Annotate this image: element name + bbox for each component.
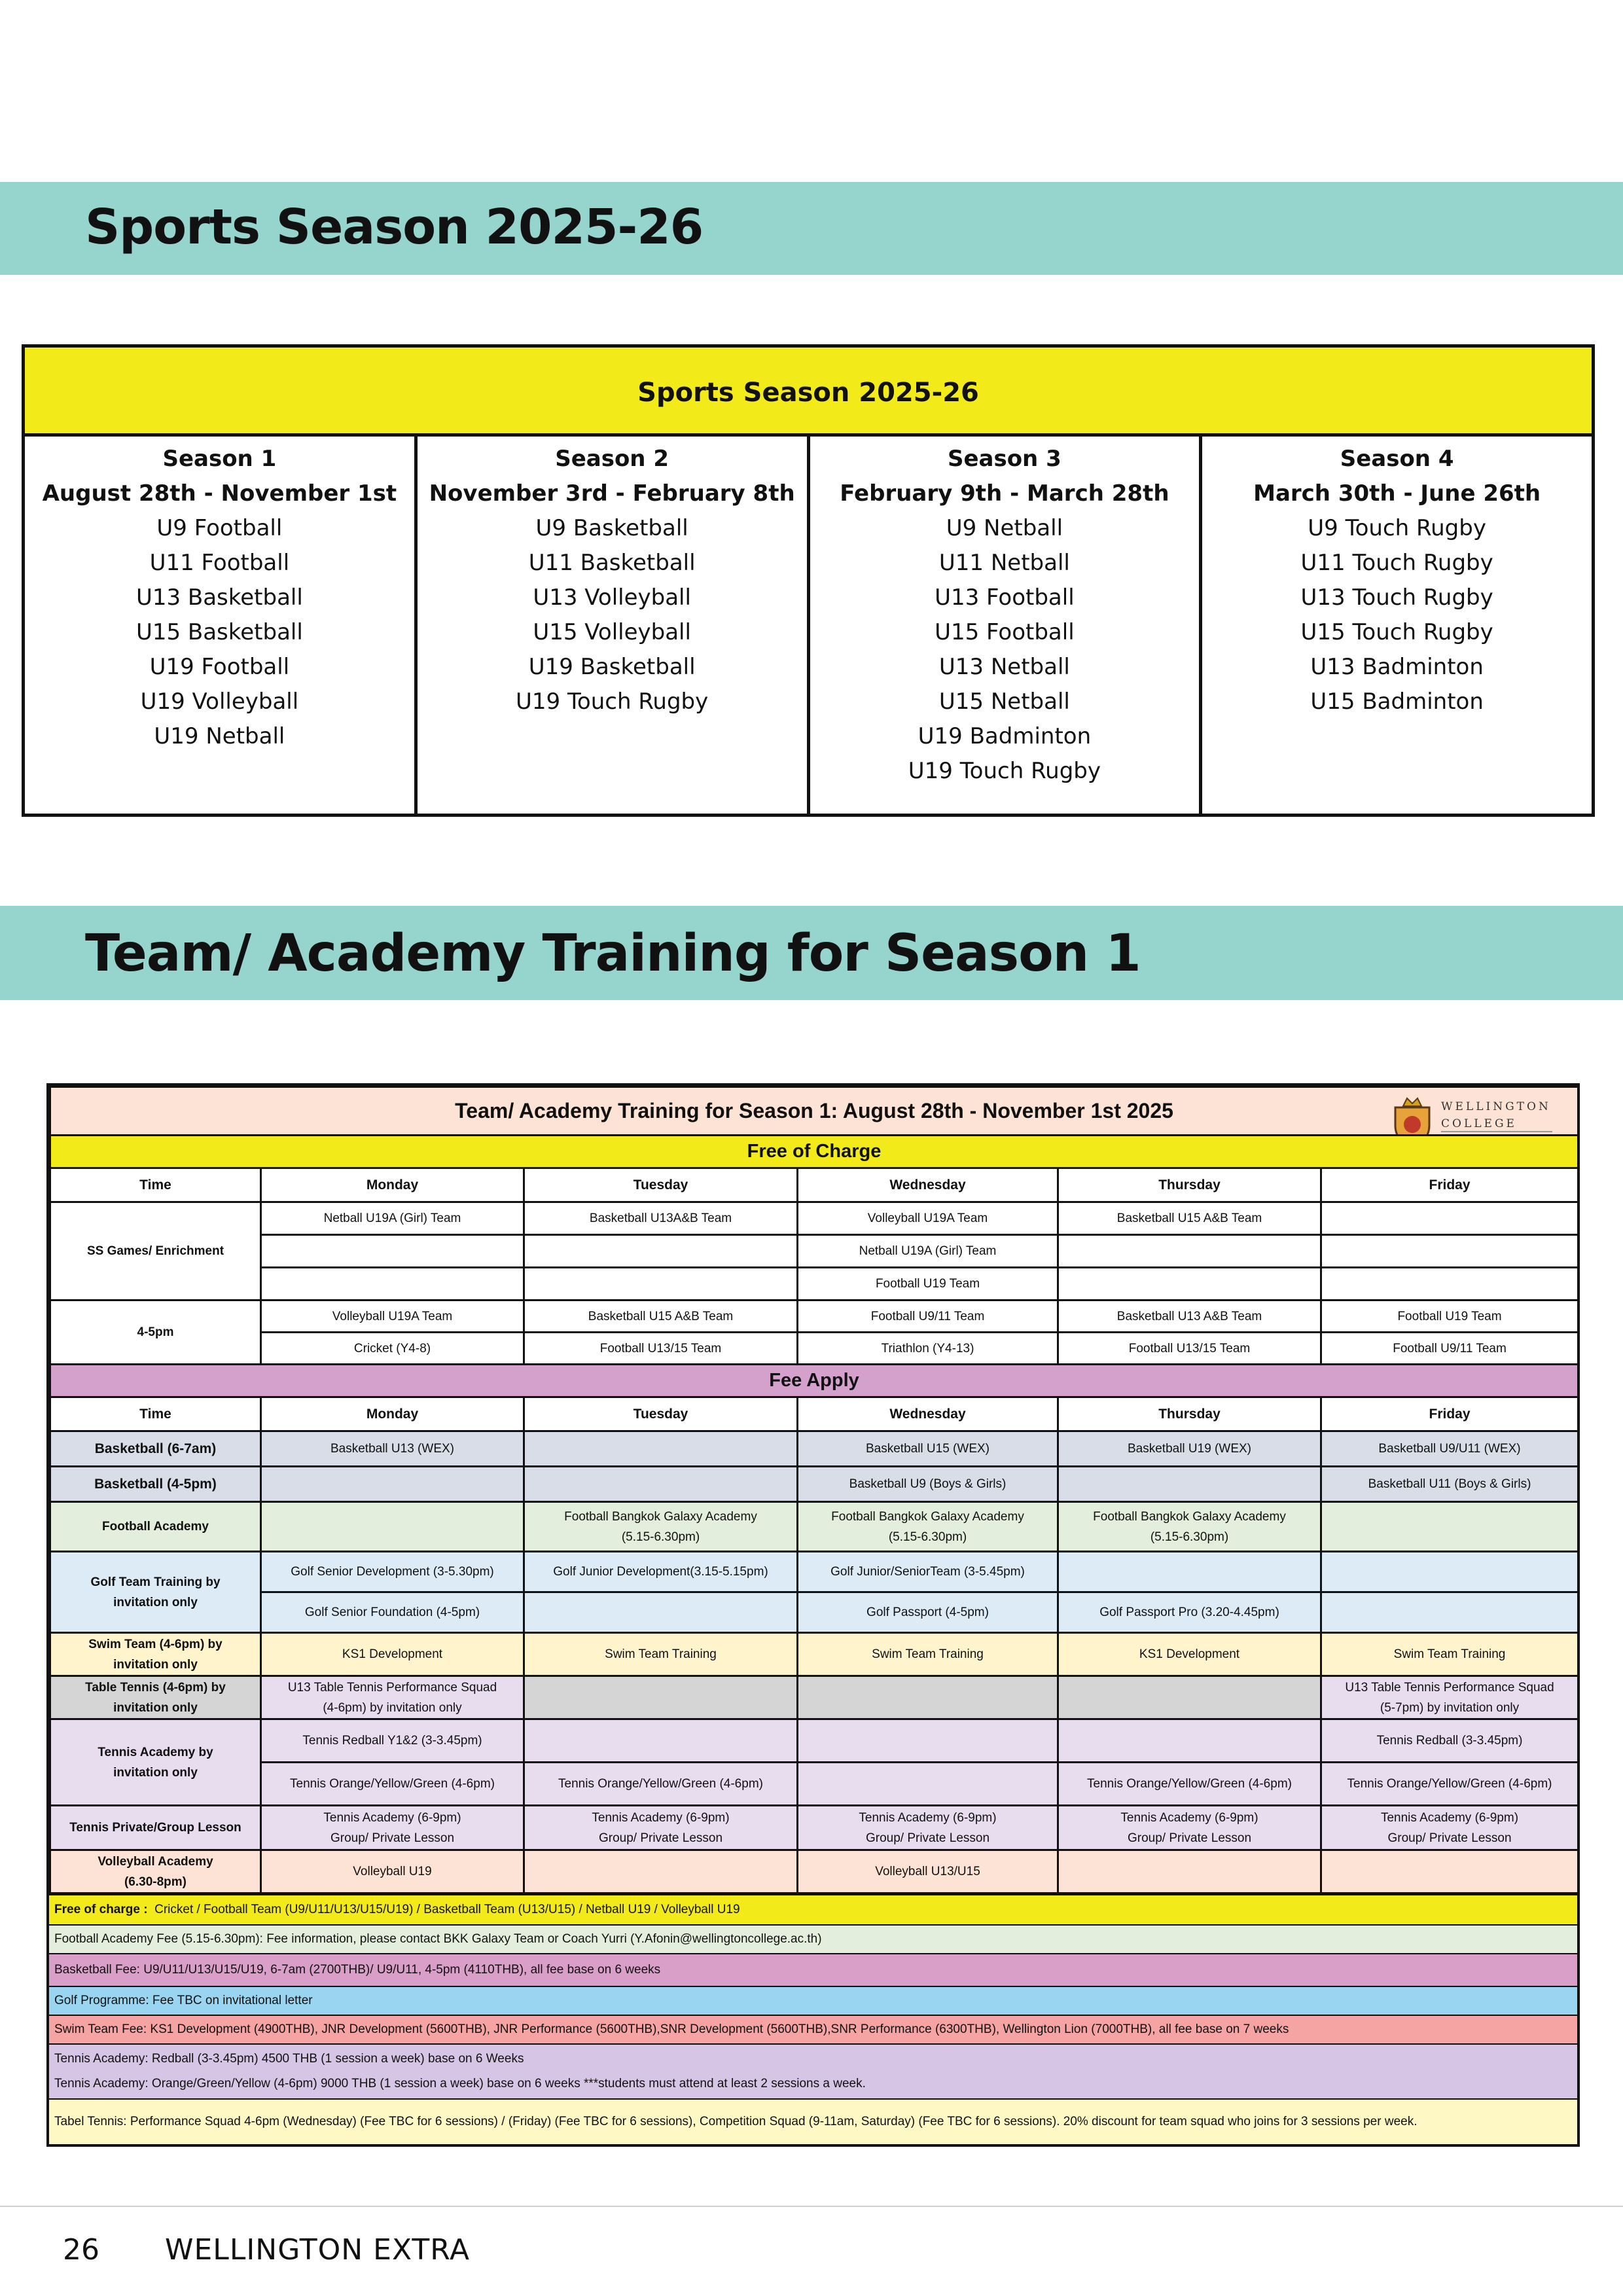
table-cell: Golf Passport (4-5pm) xyxy=(798,1592,1058,1633)
table-cell: Golf Junior/SeniorTeam (3-5.45pm) xyxy=(798,1552,1058,1592)
table-cell: Football U19 Team xyxy=(1321,1300,1578,1333)
table-cell xyxy=(261,1502,524,1552)
table-cell: Golf Senior Foundation (4-5pm) xyxy=(261,1592,524,1633)
table-cell: Basketball U15 A&B Team xyxy=(524,1300,798,1333)
season-sport: U9 Football xyxy=(156,515,283,541)
wellington-college-logo xyxy=(1391,1093,1555,1136)
table-row xyxy=(50,1467,1578,1502)
note-football: Football Academy Fee (5.15-6.30pm): Fee information, please contact BKK Galaxy Team or Coach Yurri (Y.Afonin@wellingtoncollege.ac.th) xyxy=(49,1924,1577,1953)
cell-line: Football Bangkok Galaxy Academy xyxy=(831,1509,1024,1524)
season-name: Season 2 xyxy=(555,446,669,472)
table-cell: Basketball U9/U11 (WEX) xyxy=(1321,1431,1578,1467)
season-sport: U15 Football xyxy=(935,619,1075,645)
season-sport: U13 Badminton xyxy=(1310,654,1484,680)
table-cell: Triathlon (Y4-13) xyxy=(798,1333,1058,1365)
crest-icon xyxy=(1391,1096,1433,1136)
table-cell xyxy=(524,1806,798,1850)
table-cell xyxy=(1321,1502,1578,1552)
note-basketball: Basketball Fee: U9/U11/U13/U15/U19, 6-7am (2700THB)/ U9/U11, 4-5pm (4110THB), all fee base on 6 weeks xyxy=(49,1953,1577,1986)
section-banner-sports-season xyxy=(0,182,1623,275)
col-header-time: Time xyxy=(50,1397,261,1431)
table-row xyxy=(50,1719,1578,1763)
table-cell: Tennis Orange/Yellow/Green (4-6pm) xyxy=(1321,1763,1578,1806)
row-label-basketball-pm: Basketball (4-5pm) xyxy=(50,1467,261,1502)
row-label-golf xyxy=(50,1552,261,1633)
section-heading: Sports Season 2025-26 xyxy=(85,199,704,255)
row-label-table-tennis xyxy=(50,1676,261,1719)
col-header-time: Time xyxy=(50,1168,261,1202)
table-cell xyxy=(524,1719,798,1763)
table-cell: Golf Passport Pro (3.20-4.45pm) xyxy=(1058,1592,1321,1633)
cell-line: Tennis Academy (6-9pm) xyxy=(1380,1810,1519,1825)
row-label-swim xyxy=(50,1633,261,1676)
season-name: Season 4 xyxy=(1340,446,1454,472)
table-cell: Football U9/11 Team xyxy=(1321,1333,1578,1365)
table-cell: Volleyball U19A Team xyxy=(261,1300,524,1333)
season-sport: U15 Volleyball xyxy=(533,619,691,645)
cell-line: Group/ Private Lesson xyxy=(865,1831,990,1845)
season-sport: U9 Touch Rugby xyxy=(1308,515,1486,541)
season-sport: U19 Football xyxy=(149,654,290,680)
table-cell xyxy=(1058,1467,1321,1502)
row-label-4-5pm: 4-5pm xyxy=(50,1300,261,1365)
season-column-1 xyxy=(25,437,418,814)
season-sport: U19 Volleyball xyxy=(140,689,299,715)
table-cell xyxy=(798,1806,1058,1850)
table-row xyxy=(50,1850,1578,1893)
table-cell: Swim Team Training xyxy=(524,1633,798,1676)
season-sport: U11 Football xyxy=(149,550,290,576)
table-cell: Football U9/11 Team xyxy=(798,1300,1058,1333)
season-sport: U13 Volleyball xyxy=(533,584,691,611)
table-cell xyxy=(1058,1235,1321,1268)
section-banner-training xyxy=(0,906,1623,1000)
free-of-charge-bar: Free of Charge xyxy=(50,1136,1578,1168)
season-sport: U13 Football xyxy=(935,584,1075,611)
table-cell xyxy=(524,1850,798,1893)
season-sport: U9 Netball xyxy=(946,515,1063,541)
footer-divider xyxy=(0,2206,1623,2207)
table-cell: KS1 Development xyxy=(261,1633,524,1676)
logo-line-3 xyxy=(1441,1134,1555,1136)
cell-line: (5.15-6.30pm) xyxy=(1150,1530,1229,1544)
cell-line: U13 Table Tennis Performance Squad xyxy=(1345,1680,1554,1695)
table-cell xyxy=(1321,1202,1578,1235)
publication-name: WELLINGTON EXTRA xyxy=(165,2233,471,2267)
training-table-title xyxy=(50,1087,1578,1136)
table-cell xyxy=(524,1467,798,1502)
table-row xyxy=(50,1202,1578,1235)
row-label-tennis xyxy=(50,1719,261,1806)
table-cell xyxy=(261,1467,524,1502)
table-cell xyxy=(261,1806,524,1850)
training-title-text: Team/ Academy Training for Season 1: August 28th - November 1st 2025 xyxy=(455,1099,1173,1122)
label-line: Table Tennis (4-6pm) by xyxy=(85,1680,226,1695)
col-header-tuesday: Tuesday xyxy=(524,1397,798,1431)
col-header-monday: Monday xyxy=(261,1397,524,1431)
season-name: Season 3 xyxy=(947,446,1061,472)
season-sport: U19 Touch Rugby xyxy=(515,689,709,715)
table-cell: Tennis Orange/Yellow/Green (4-6pm) xyxy=(1058,1763,1321,1806)
note-swim: Swim Team Fee: KS1 Development (4900THB), JNR Development (5600THB), JNR Performance (5600THB),SNR Development (5600THB),SNR Performance (6300THB), Wellington Lion (7000THB), all fee base on 7 weeks xyxy=(49,2015,1577,2043)
col-header-wednesday: Wednesday xyxy=(798,1168,1058,1202)
table-cell: KS1 Development xyxy=(1058,1633,1321,1676)
cell-line: (5.15-6.30pm) xyxy=(621,1530,700,1544)
table-cell xyxy=(798,1763,1058,1806)
season-dates: November 3rd - February 8th xyxy=(429,480,795,507)
col-header-wednesday: Wednesday xyxy=(798,1397,1058,1431)
seasons-columns xyxy=(25,437,1592,814)
season-sport: U13 Touch Rugby xyxy=(1300,584,1493,611)
cell-line: Group/ Private Lesson xyxy=(1387,1831,1512,1845)
table-cell: Basketball U15 A&B Team xyxy=(1058,1202,1321,1235)
label-line: invitation only xyxy=(113,1700,198,1715)
seasons-table-title: Sports Season 2025-26 xyxy=(25,348,1592,437)
table-cell: Volleyball U19 xyxy=(261,1850,524,1893)
page-number: 26 xyxy=(63,2233,99,2267)
cell-line: Group/ Private Lesson xyxy=(330,1831,455,1845)
table-cell: Basketball U9 (Boys & Girls) xyxy=(798,1467,1058,1502)
label-line: Golf Team Training by xyxy=(90,1575,221,1589)
season-sport: U13 Netball xyxy=(938,654,1070,680)
season-sport: U11 Basketball xyxy=(528,550,696,576)
season-sport: U9 Basketball xyxy=(535,515,688,541)
col-header-thursday: Thursday xyxy=(1058,1168,1321,1202)
cell-line: Tennis Academy (6-9pm) xyxy=(592,1810,730,1825)
table-cell xyxy=(524,1431,798,1467)
cell-line: (5.15-6.30pm) xyxy=(888,1530,967,1544)
season-sport: U11 Netball xyxy=(938,550,1070,576)
table-cell: Volleyball U13/U15 xyxy=(798,1850,1058,1893)
table-cell xyxy=(1058,1806,1321,1850)
table-cell: Golf Senior Development (3-5.30pm) xyxy=(261,1552,524,1592)
label-line: invitation only xyxy=(113,1595,198,1609)
table-cell xyxy=(1058,1676,1321,1719)
table-cell xyxy=(1058,1850,1321,1893)
label-line: Tennis Academy by xyxy=(98,1745,213,1759)
table-row xyxy=(50,1431,1578,1467)
table-cell: Basketball U19 (WEX) xyxy=(1058,1431,1321,1467)
table-cell xyxy=(1058,1552,1321,1592)
season-sport: U19 Badminton xyxy=(918,723,1092,749)
table-row xyxy=(50,1300,1578,1333)
note-golf: Golf Programme: Fee TBC on invitational letter xyxy=(49,1986,1577,2015)
cell-line: U13 Table Tennis Performance Squad xyxy=(287,1680,497,1695)
table-cell: Basketball U15 (WEX) xyxy=(798,1431,1058,1467)
row-label-tennis-private: Tennis Private/Group Lesson xyxy=(50,1806,261,1850)
table-cell xyxy=(798,1719,1058,1763)
cell-line: Group/ Private Lesson xyxy=(1127,1831,1252,1845)
table-cell xyxy=(1321,1268,1578,1300)
logo-line-1: WELLINGTON xyxy=(1441,1100,1551,1113)
section-heading: Team/ Academy Training for Season 1 xyxy=(85,924,1141,983)
table-cell: Basketball U11 (Boys & Girls) xyxy=(1321,1467,1578,1502)
table-cell: Football U13/15 Team xyxy=(1058,1333,1321,1365)
free-header-row xyxy=(50,1168,1578,1202)
table-cell xyxy=(524,1502,798,1552)
logo-divider xyxy=(1441,1131,1552,1132)
table-row xyxy=(50,1676,1578,1719)
table-cell xyxy=(1058,1719,1321,1763)
table-cell xyxy=(1321,1552,1578,1592)
cell-line: (4-6pm) by invitation only xyxy=(323,1700,462,1715)
cell-line: Tennis Academy (6-9pm) xyxy=(1120,1810,1258,1825)
note-text: Tennis Academy: Redball (3-3.45pm) 4500 THB (1 session a week) base on 6 Weeks xyxy=(54,2052,524,2066)
table-cell: Cricket (Y4-8) xyxy=(261,1333,524,1365)
table-cell: Swim Team Training xyxy=(798,1633,1058,1676)
table-cell: Football U13/15 Team xyxy=(524,1333,798,1365)
table-cell: Netball U19A (Girl) Team xyxy=(798,1235,1058,1268)
table-cell xyxy=(1058,1268,1321,1300)
table-cell xyxy=(1321,1235,1578,1268)
table-cell: Netball U19A (Girl) Team xyxy=(261,1202,524,1235)
col-header-monday: Monday xyxy=(261,1168,524,1202)
table-cell xyxy=(524,1235,798,1268)
note-free-label: Free of charge : xyxy=(54,1903,148,1916)
cell-line: Football Bangkok Galaxy Academy xyxy=(1093,1509,1286,1524)
fee-notes xyxy=(49,1894,1577,2144)
table-cell xyxy=(261,1676,524,1719)
table-cell: Golf Junior Development(3.15-5.15pm) xyxy=(524,1552,798,1592)
season-sport: U15 Touch Rugby xyxy=(1300,619,1493,645)
col-header-friday: Friday xyxy=(1321,1397,1578,1431)
cell-line: Tennis Academy (6-9pm) xyxy=(859,1810,997,1825)
row-label-football-academy: Football Academy xyxy=(50,1502,261,1552)
table-row xyxy=(50,1592,1578,1633)
label-line: invitation only xyxy=(113,1765,198,1780)
cell-line: (5-7pm) by invitation only xyxy=(1380,1700,1520,1715)
table-row xyxy=(50,1268,1578,1300)
note-text: Cricket / Football Team (U9/U11/U13/U15/U19) / Basketball Team (U13/U15) / Netball U19 / Volleyball U19 xyxy=(154,1903,740,1916)
table-cell: Tennis Orange/Yellow/Green (4-6pm) xyxy=(261,1763,524,1806)
note-free xyxy=(49,1894,1577,1924)
table-cell xyxy=(1058,1502,1321,1552)
table-cell xyxy=(261,1235,524,1268)
table-cell xyxy=(524,1592,798,1633)
table-cell: Tennis Orange/Yellow/Green (4-6pm) xyxy=(524,1763,798,1806)
fee-header-row xyxy=(50,1397,1578,1431)
logo-line-2: COLLEGE xyxy=(1441,1117,1517,1130)
row-label-basketball-am: Basketball (6-7am) xyxy=(50,1431,261,1467)
season-dates: March 30th - June 26th xyxy=(1253,480,1541,507)
table-cell xyxy=(524,1676,798,1719)
note-text: Tennis Academy: Orange/Green/Yellow (4-6pm) 9000 THB (1 session a week) base on 6 weeks ***students must attend at least 2 sessions a week. xyxy=(54,2077,866,2090)
col-header-thursday: Thursday xyxy=(1058,1397,1321,1431)
table-cell xyxy=(1321,1592,1578,1633)
table-row xyxy=(50,1235,1578,1268)
table-cell: Tennis Redball (3-3.45pm) xyxy=(1321,1719,1578,1763)
training-table xyxy=(46,1083,1580,2147)
table-cell xyxy=(1321,1850,1578,1893)
table-row xyxy=(50,1552,1578,1592)
season-column-2 xyxy=(418,437,810,814)
season-sport: U15 Badminton xyxy=(1310,689,1484,715)
table-cell xyxy=(798,1676,1058,1719)
fee-apply-bar: Fee Apply xyxy=(50,1365,1578,1397)
label-line: (6.30-8pm) xyxy=(124,1874,187,1889)
season-sport: U19 Netball xyxy=(154,723,285,749)
table-row xyxy=(50,1763,1578,1806)
season-sport: U15 Basketball xyxy=(135,619,303,645)
season-sport: U19 Basketball xyxy=(528,654,696,680)
season-dates: August 28th - November 1st xyxy=(42,480,397,507)
label-line: Swim Team (4-6pm) by xyxy=(88,1637,223,1651)
cell-line: Group/ Private Lesson xyxy=(598,1831,723,1845)
table-row xyxy=(50,1806,1578,1850)
season-sport: U19 Touch Rugby xyxy=(908,758,1101,784)
table-cell: Basketball U13 A&B Team xyxy=(1058,1300,1321,1333)
table-row xyxy=(50,1333,1578,1365)
table-cell: Basketball U13A&B Team xyxy=(524,1202,798,1235)
table-cell xyxy=(798,1502,1058,1552)
table-row xyxy=(50,1633,1578,1676)
label-line: Volleyball Academy xyxy=(98,1854,213,1869)
note-tennis xyxy=(49,2043,1577,2098)
table-cell xyxy=(261,1268,524,1300)
season-dates: February 9th - March 28th xyxy=(840,480,1169,507)
season-name: Season 1 xyxy=(162,446,277,472)
col-header-tuesday: Tuesday xyxy=(524,1168,798,1202)
cell-line: Football Bangkok Galaxy Academy xyxy=(564,1509,757,1524)
note-table-tennis: Tabel Tennis: Performance Squad 4-6pm (Wednesday) (Fee TBC for 6 sessions) / (Friday) (Fee TBC for 6 sessions), Competition Squad (9-11am, Saturday) (Fee TBC for 6 sessions). 20% discount for team squad who joins for 3 sessions per week. xyxy=(49,2098,1577,2144)
table-cell xyxy=(1321,1806,1578,1850)
row-label-ss-games: SS Games/ Enrichment xyxy=(50,1202,261,1300)
season-column-3 xyxy=(810,437,1203,814)
table-cell: Volleyball U19A Team xyxy=(798,1202,1058,1235)
row-label-volleyball xyxy=(50,1850,261,1893)
table-cell: Football U19 Team xyxy=(798,1268,1058,1300)
season-column-4 xyxy=(1202,437,1592,814)
table-cell: Swim Team Training xyxy=(1321,1633,1578,1676)
table-cell xyxy=(524,1268,798,1300)
table-row xyxy=(50,1502,1578,1552)
table-cell: Basketball U13 (WEX) xyxy=(261,1431,524,1467)
cell-line: Tennis Academy (6-9pm) xyxy=(323,1810,461,1825)
col-header-friday: Friday xyxy=(1321,1168,1578,1202)
table-cell: Tennis Redball Y1&2 (3-3.45pm) xyxy=(261,1719,524,1763)
label-line: invitation only xyxy=(113,1657,198,1672)
seasons-table xyxy=(22,344,1595,817)
season-sport: U15 Netball xyxy=(938,689,1070,715)
table-cell xyxy=(1321,1676,1578,1719)
season-sport: U11 Touch Rugby xyxy=(1300,550,1493,576)
season-sport: U13 Basketball xyxy=(135,584,303,611)
